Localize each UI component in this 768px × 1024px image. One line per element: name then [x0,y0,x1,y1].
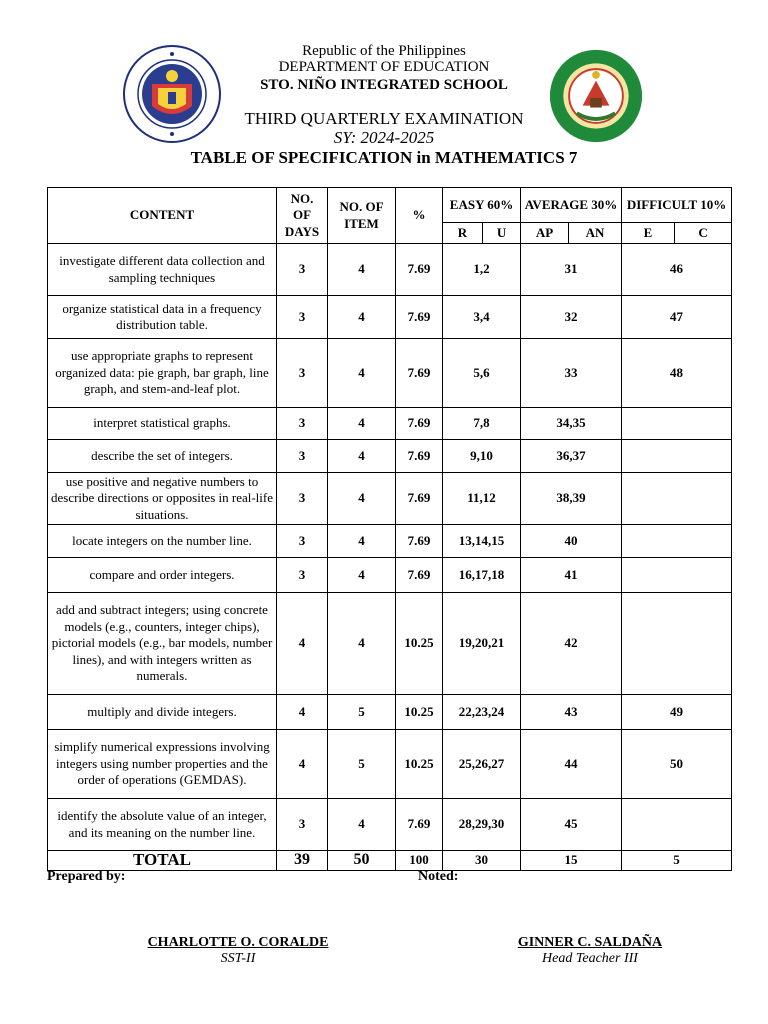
difficult-cell: 49 [622,695,732,730]
header-r: R [443,223,483,244]
specification-table [47,187,732,871]
difficult-cell: 48 [622,339,732,408]
percent-cell: 7.69 [396,339,443,408]
easy-cell: 5,6 [443,339,521,408]
header-an: AN [569,223,622,244]
table-row [48,695,732,730]
items-cell: 4 [328,408,396,440]
header-easy: EASY 60% [443,188,521,223]
table-row [48,730,732,799]
content-cell: add and subtract integers; using concrete models (e.g., counters, integer chips), pictorial models (e.g., bar models, number lines), and with integers written as numerals. [48,593,277,695]
easy-cell: 28,29,30 [443,799,521,851]
department-line: DEPARTMENT OF EDUCATION [278,59,490,75]
easy-cell: 11,12 [443,473,521,525]
easy-cell: 13,14,15 [443,525,521,558]
days-cell: 3 [277,473,328,525]
table-row [48,296,732,339]
easy-cell: 22,23,24 [443,695,521,730]
content-cell: use appropriate graphs to represent organized data: pie graph, bar graph, line graph, and stem-and-leaf plot. [48,339,277,408]
items-cell: 4 [328,593,396,695]
items-cell: 4 [328,799,396,851]
total-label: TOTAL [48,851,277,871]
percent-cell: 10.25 [396,730,443,799]
noter-name: GINNER C. SALDAÑA [517,935,663,950]
difficult-cell [622,408,732,440]
total-easy: 30 [443,851,521,871]
easy-cell: 7,8 [443,408,521,440]
percent-cell: 7.69 [396,244,443,296]
items-cell: 5 [328,730,396,799]
table-row [48,593,732,695]
header-c: C [675,223,732,244]
header-e: E [622,223,675,244]
difficult-cell [622,473,732,525]
percent-cell: 7.69 [396,558,443,593]
days-cell: 3 [277,558,328,593]
content-cell: interpret statistical graphs. [48,408,277,440]
table-row [48,558,732,593]
days-cell: 3 [277,799,328,851]
percent-cell: 7.69 [396,296,443,339]
percent-cell: 10.25 [396,593,443,695]
average-cell: 45 [521,799,622,851]
difficult-cell [622,593,732,695]
difficult-cell [622,558,732,593]
total-row [48,851,732,871]
header-average: AVERAGE 30% [521,188,622,223]
table-row [48,339,732,408]
preparer-name: CHARLOTTE O. CORALDE [147,935,329,950]
table-row [48,525,732,558]
total-percent: 100 [396,851,443,871]
header-u: U [483,223,521,244]
easy-cell: 3,4 [443,296,521,339]
difficult-cell [622,799,732,851]
header-days: NO. OF DAYS [277,188,328,244]
percent-cell: 7.69 [396,408,443,440]
difficult-cell [622,440,732,473]
average-cell: 33 [521,339,622,408]
table-row [48,440,732,473]
items-cell: 5 [328,695,396,730]
content-cell: describe the set of integers. [48,440,277,473]
difficult-cell: 47 [622,296,732,339]
school-year: SY: 2024-2025 [333,128,435,147]
prepared-by-label: Prepared by: [47,869,126,884]
noter-signature-block [470,935,710,967]
header-items: NO. OF ITEM [328,188,396,244]
days-cell: 3 [277,296,328,339]
easy-cell: 19,20,21 [443,593,521,695]
total-average: 15 [521,851,622,871]
content-cell: investigate different data collection and sampling techniques [48,244,277,296]
total-items: 50 [328,851,396,871]
percent-cell: 7.69 [396,440,443,473]
difficult-cell: 46 [622,244,732,296]
content-cell: identify the absolute value of an integer, and its meaning on the number line. [48,799,277,851]
days-cell: 3 [277,408,328,440]
average-cell: 34,35 [521,408,622,440]
table-row [48,244,732,296]
noted-label: Noted: [418,869,459,884]
percent-cell: 7.69 [396,525,443,558]
header-percent: % [396,188,443,244]
difficult-cell: 50 [622,730,732,799]
content-cell: simplify numerical expressions involving integers using number properties and the order of operations (GEMDAS). [48,730,277,799]
items-cell: 4 [328,525,396,558]
total-days: 39 [277,851,328,871]
school-name: STO. NIÑO INTEGRATED SCHOOL [260,77,508,93]
average-cell: 43 [521,695,622,730]
days-cell: 3 [277,244,328,296]
easy-cell: 16,17,18 [443,558,521,593]
content-cell: compare and order integers. [48,558,277,593]
document-header [0,0,768,180]
average-cell: 42 [521,593,622,695]
header-content: CONTENT [48,188,277,244]
average-cell: 44 [521,730,622,799]
average-cell: 38,39 [521,473,622,525]
table-row [48,408,732,440]
difficult-cell [622,525,732,558]
items-cell: 4 [328,244,396,296]
days-cell: 3 [277,440,328,473]
average-cell: 40 [521,525,622,558]
days-cell: 3 [277,525,328,558]
preparer-title: SST-II [220,951,256,966]
noter-title: Head Teacher III [542,951,638,966]
easy-cell: 25,26,27 [443,730,521,799]
items-cell: 4 [328,339,396,408]
percent-cell: 7.69 [396,799,443,851]
average-cell: 31 [521,244,622,296]
content-cell: multiply and divide integers. [48,695,277,730]
percent-cell: 7.69 [396,473,443,525]
days-cell: 4 [277,695,328,730]
header-ap: AP [521,223,569,244]
republic-line: Republic of the Philippines [302,43,466,59]
table-row [48,473,732,525]
content-cell: locate integers on the number line. [48,525,277,558]
content-cell: use positive and negative numbers to describe directions or opposites in real-life situations. [48,473,277,525]
preparer-signature-block [108,935,368,967]
easy-cell: 1,2 [443,244,521,296]
average-cell: 36,37 [521,440,622,473]
days-cell: 3 [277,339,328,408]
content-cell: organize statistical data in a frequency distribution table. [48,296,277,339]
header-difficult: DIFFICULT 10% [622,188,732,223]
average-cell: 32 [521,296,622,339]
percent-cell: 10.25 [396,695,443,730]
table-row [48,799,732,851]
average-cell: 41 [521,558,622,593]
easy-cell: 9,10 [443,440,521,473]
items-cell: 4 [328,473,396,525]
exam-title: THIRD QUARTERLY EXAMINATION [244,109,524,128]
total-difficult: 5 [622,851,732,871]
items-cell: 4 [328,440,396,473]
document-title: TABLE OF SPECIFICATION in MATHEMATICS 7 [190,148,578,167]
days-cell: 4 [277,593,328,695]
items-cell: 4 [328,558,396,593]
days-cell: 4 [277,730,328,799]
items-cell: 4 [328,296,396,339]
